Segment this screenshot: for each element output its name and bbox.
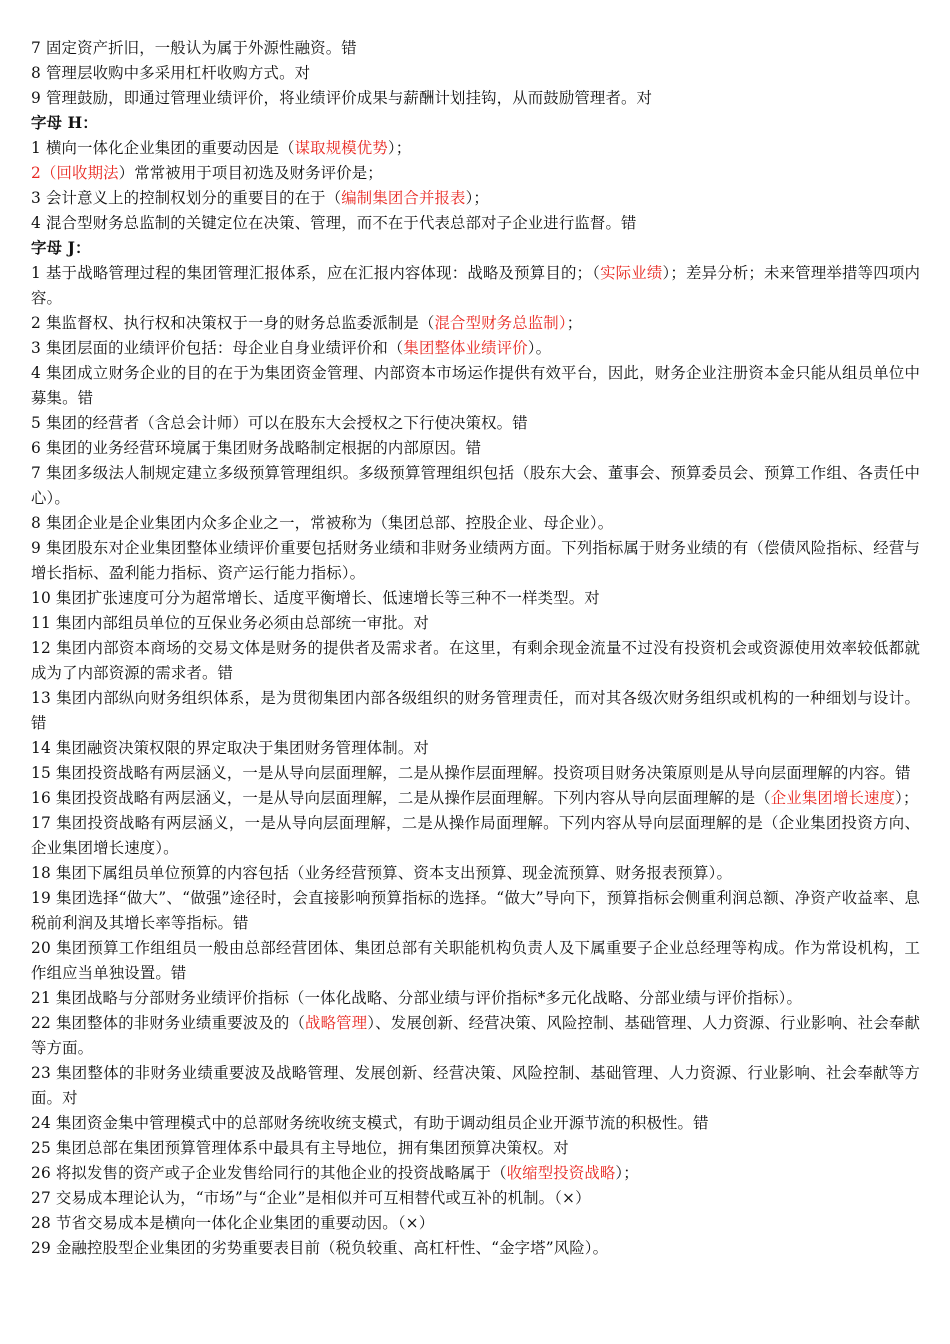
text-segment: ）； (615, 1164, 639, 1182)
question-item (31, 1061, 920, 1111)
text-segment: 27 交易成本理论认为，“市场”与“企业”是相似并可互相替代或互补的机制。（×） (31, 1189, 591, 1207)
question-item (31, 636, 920, 686)
text-segment: 7 集团多级法人制规定建立多级预算管理组织。多级预算管理组织包括（股东大会、董事会、预算委员会、预算工作组、各责任中心）。 (31, 464, 920, 507)
text-segment: 3 集团层面的业绩评价包括：母企业自身业绩评价和（ (31, 339, 404, 357)
text-segment: ）； (387, 139, 412, 157)
question-item (31, 736, 920, 761)
text-segment: ）。 (527, 339, 552, 357)
question-item (31, 786, 920, 811)
highlighted-answer: 收缩型投资战略 (506, 1164, 616, 1182)
text-segment: 26 将拟发售的资产或子企业发售给同行的其他企业的投资战略属于（ (31, 1164, 507, 1182)
highlighted-answer: 谋取规模优势 (294, 139, 388, 157)
text-segment: 17 集团投资战略有两层涵义，一是从导向层面理解，二是从操作局面理解。下列内容从导向层面理解的是（企业集团投资方向、企业集团增长速度）。 (31, 814, 920, 857)
question-item (31, 1236, 920, 1261)
text-segment: 9 管理鼓励，即通过管理业绩评价，将业绩评价成果与薪酬计划挂钩，从而鼓励管理者。对 (31, 89, 653, 107)
text-segment: 16 集团投资战略有两层涵义，一是从导向层面理解，二是从操作层面理解。下列内容从导向层面理解的是（ (31, 789, 771, 807)
text-segment: 18 集团下属组员单位预算的内容包括（业务经营预算、资本支出预算、现金流预算、财务报表预算）。 (31, 864, 733, 882)
text-segment: 23 集团整体的非财务业绩重要波及战略管理、发展创新、经营决策、风险控制、基础管理、人力资源、行业影响、社会奉献等方面。对 (31, 1064, 920, 1107)
question-item (31, 1136, 920, 1161)
question-item (31, 361, 920, 411)
text-segment: 29 金融控股型企业集团的劣势重要表目前（税负较重、高杠杆性、“金字塔”风险）。 (31, 1239, 609, 1257)
text-segment: 字母 H： (31, 114, 98, 132)
text-segment: ）、发展创新、经营决策、风险控制、基础管理、人力资源、行业影响、社会奉献等方面。 (31, 1014, 921, 1057)
text-segment: 9 集团股东对企业集团整体业绩评价重要包括财务业绩和非财务业绩两方面。下列指标属于财务业绩的有（偿债风险指标、经营与增长指标、盈利能力指标、资产运行能力指标）。 (31, 539, 920, 582)
text-segment: ； (566, 314, 583, 332)
text-segment: 4 集团成立财务企业的目的在于为集团资金管理、内部资本市场运作提供有效平台，因此，财务企业注册资本金只能从组员单位中募集。错 (31, 364, 920, 407)
question-item (31, 536, 920, 586)
text-segment: 20 集团预算工作组组员一般由总部经营团体、集团总部有关职能机构负责人及下属重要子企业总经理等构成。作为常设机构，工作组应当单独设置。错 (31, 939, 920, 982)
question-item (31, 1011, 920, 1061)
question-item (31, 1111, 920, 1136)
question-item (31, 136, 920, 161)
text-segment: 7 固定资产折旧，一般认为属于外源性融资。错 (31, 39, 357, 57)
text-segment: 24 集团资金集中管理模式中的总部财务统收统支模式，有助于调动组员企业开源节流的积极性。错 (31, 1114, 709, 1132)
question-item (31, 936, 920, 986)
question-item (31, 211, 920, 236)
question-item (31, 186, 920, 211)
text-segment: 3 会计意义上的控制权划分的重要目的在于（ (31, 189, 342, 207)
text-segment: 8 集团企业是企业集团内众多企业之一，常被称为（集团总部、控股企业、母企业）。 (31, 514, 614, 532)
text-segment: 12 集团内部资本商场的交易文体是财务的提供者及需求者。在这里，有剩余现金流量不过没有投资机会或资源使用效率较低都就成为了内部资源的需求者。错 (31, 639, 920, 682)
question-item (31, 886, 920, 936)
text-segment: 14 集团融资决策权限的界定取决于集团财务管理体制。对 (31, 739, 429, 757)
question-item (31, 1211, 920, 1236)
section-heading (31, 236, 920, 261)
text-segment: 28 节省交易成本是横向一体化企业集团的重要动因。（×） (31, 1214, 435, 1232)
question-item (31, 436, 920, 461)
highlighted-answer: 编制集团合并报表 (341, 189, 466, 207)
question-item (31, 86, 920, 111)
highlighted-answer: 企业集团增长速度 (770, 789, 896, 807)
question-item (31, 861, 920, 886)
question-item (31, 336, 920, 361)
text-segment: ）； (895, 789, 919, 807)
text-segment: 6 集团的业务经营环境属于集团财务战略制定根据的内部原因。错 (31, 439, 482, 457)
text-segment: 21 集团战略与分部财务业绩评价指标（一体化战略、分部业绩与评价指标*多元化战略、分部业绩与评价指标）。 (31, 989, 803, 1007)
text-segment: 15 集团投资战略有两层涵义，一是从导向层面理解，二是从操作层面理解。投资项目财务决策原则是从导向层面理解的内容。错 (31, 764, 911, 782)
text-segment: 1 基于战略管理过程的集团管理汇报体系，应在汇报内容体现：战略及预算目的；（ (31, 264, 601, 282)
text-segment: 10 集团扩张速度可分为超常增长、适度平衡增长、低速增长等三种不一样类型。对 (31, 589, 600, 607)
question-item (31, 36, 920, 61)
question-item (31, 61, 920, 86)
text-segment: 1 横向一体化企业集团的重要动因是（ (31, 139, 295, 157)
highlighted-answer: 实际业绩 (600, 264, 663, 282)
section-heading (31, 111, 920, 136)
question-item (31, 411, 920, 436)
question-item (31, 611, 920, 636)
question-item (31, 511, 920, 536)
text-segment: 8 管理层收购中多采用杠杆收购方式。对 (31, 64, 311, 82)
question-item (31, 161, 920, 186)
question-item (31, 986, 920, 1011)
text-segment: 25 集团总部在集团预算管理体系中最具有主导地位，拥有集团预算决策权。对 (31, 1139, 569, 1157)
text-segment: 2 集监督权、执行权和决策权于一身的财务总监委派制是（ (31, 314, 435, 332)
text-segment: 4 混合型财务总监制的关键定位在决策、管理，而不在于代表总部对子企业进行监督。错 (31, 214, 637, 232)
question-item (31, 586, 920, 611)
question-item (31, 811, 920, 861)
text-segment: 字母 J： (31, 239, 91, 257)
text-segment: 19 集团选择“做大”、“做强”途径时，会直接影响预算指标的选择。“做大”导向下，预算指标会侧重利润总额、净资产收益率、息税前利润及其增长率等指标。错 (31, 889, 920, 932)
question-item (31, 261, 920, 311)
highlighted-answer: 混合型财务总监制） (434, 314, 567, 332)
question-item (31, 311, 920, 336)
text-segment: 5 集团的经营者（含总会计师）可以在股东大会授权之下行使决策权。错 (31, 414, 528, 432)
text-segment: ）； (465, 189, 489, 207)
text-segment: 13 集团内部纵向财务组织体系，是为贯彻集团内部各级组织的财务管理责任，而对其各级次财务组织或机构的一种细划与设计。错 (31, 689, 920, 732)
question-item (31, 1161, 920, 1186)
highlighted-answer: 战略管理 (305, 1014, 368, 1032)
text-segment: ）常常被用于项目初选及财务评价是； (118, 164, 383, 182)
highlighted-answer: 集团整体业绩评价 (403, 339, 528, 357)
question-item (31, 761, 920, 786)
highlighted-answer: 2（回收期法 (31, 164, 119, 182)
question-item (31, 461, 920, 511)
text-segment: ）；差异分析；未来管理举措等四项内容。 (31, 264, 920, 307)
question-item (31, 1186, 920, 1211)
text-segment: 11 集团内部组员单位的互保业务必须由总部统一审批。对 (31, 614, 429, 632)
text-segment: 22 集团整体的非财务业绩重要波及的（ (31, 1014, 306, 1032)
question-item (31, 686, 920, 736)
